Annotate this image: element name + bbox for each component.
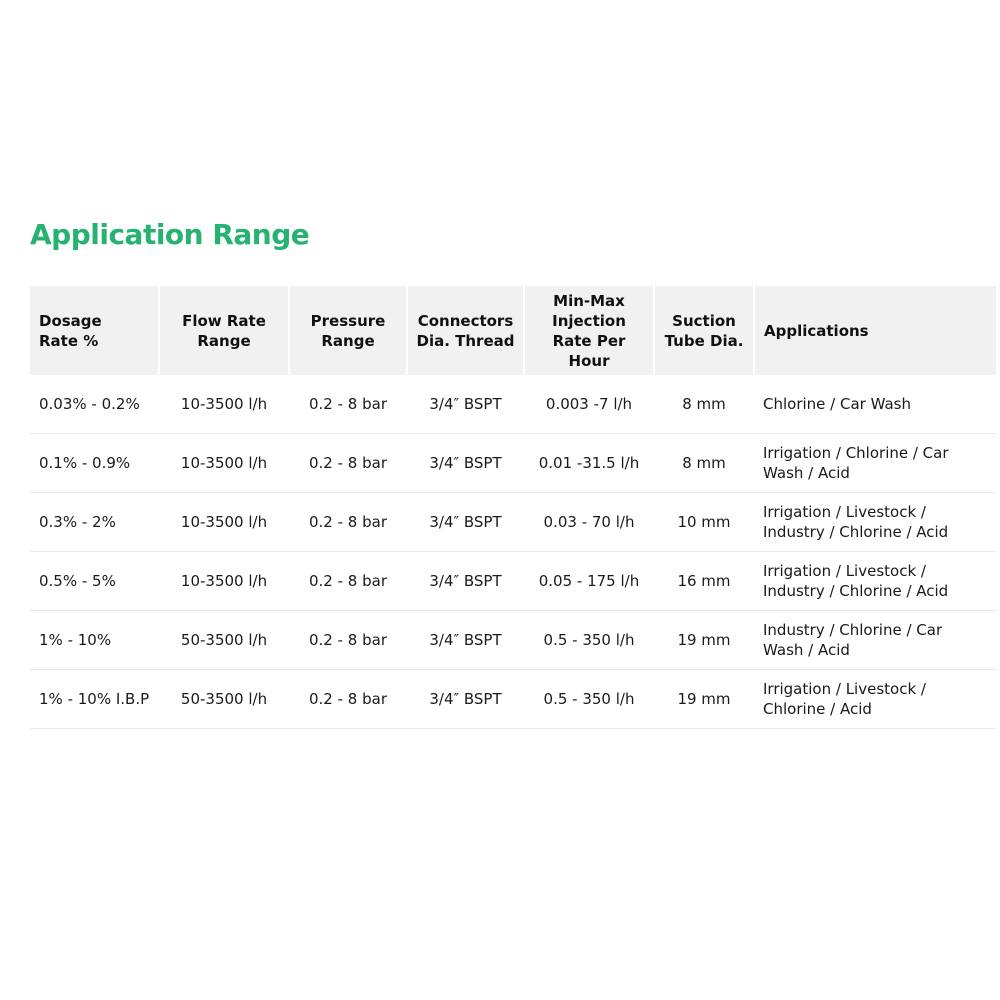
table-row — [30, 670, 996, 729]
header-flow-rate-range: Flow Rate Range — [159, 286, 289, 375]
cell-applications: Chlorine / Car Wash — [754, 375, 996, 434]
cell-injection-rate: 0.5 - 350 l/h — [524, 670, 654, 729]
cell-pressure: 0.2 - 8 bar — [289, 434, 407, 493]
application-range-table — [30, 286, 996, 729]
cell-connector: 3/4″ BSPT — [407, 670, 524, 729]
cell-connector: 3/4″ BSPT — [407, 611, 524, 670]
cell-suction-dia: 10 mm — [654, 493, 754, 552]
cell-connector: 3/4″ BSPT — [407, 552, 524, 611]
cell-suction-dia: 8 mm — [654, 434, 754, 493]
table-row — [30, 552, 996, 611]
cell-flow-rate: 10-3500 l/h — [159, 375, 289, 434]
table-row — [30, 375, 996, 434]
cell-connector: 3/4″ BSPT — [407, 434, 524, 493]
cell-injection-rate: 0.03 - 70 l/h — [524, 493, 654, 552]
cell-pressure: 0.2 - 8 bar — [289, 670, 407, 729]
cell-dosage: 0.1% - 0.9% — [30, 434, 159, 493]
cell-applications: Irrigation / Livestock / Chlorine / Acid — [754, 670, 996, 729]
header-connectors-dia-thread: Connectors Dia. Thread — [407, 286, 524, 375]
cell-applications: Irrigation / Chlorine / Car Wash / Acid — [754, 434, 996, 493]
cell-dosage: 0.03% - 0.2% — [30, 375, 159, 434]
cell-suction-dia: 8 mm — [654, 375, 754, 434]
cell-injection-rate: 0.003 -7 l/h — [524, 375, 654, 434]
header-pressure-range: Pressure Range — [289, 286, 407, 375]
cell-applications: Industry / Chlorine / Car Wash / Acid — [754, 611, 996, 670]
cell-flow-rate: 50-3500 l/h — [159, 670, 289, 729]
cell-injection-rate: 0.05 - 175 l/h — [524, 552, 654, 611]
table-row — [30, 434, 996, 493]
cell-pressure: 0.2 - 8 bar — [289, 611, 407, 670]
cell-flow-rate: 10-3500 l/h — [159, 552, 289, 611]
cell-dosage: 1% - 10% I.B.P — [30, 670, 159, 729]
cell-applications: Irrigation / Livestock / Industry / Chlorine / Acid — [754, 493, 996, 552]
cell-injection-rate: 0.01 -31.5 l/h — [524, 434, 654, 493]
header-injection-rate: Min-Max Injection Rate Per Hour — [524, 286, 654, 375]
cell-suction-dia: 19 mm — [654, 670, 754, 729]
cell-suction-dia: 16 mm — [654, 552, 754, 611]
cell-suction-dia: 19 mm — [654, 611, 754, 670]
cell-pressure: 0.2 - 8 bar — [289, 493, 407, 552]
header-suction-tube-dia: Suction Tube Dia. — [654, 286, 754, 375]
cell-pressure: 0.2 - 8 bar — [289, 552, 407, 611]
cell-dosage: 0.5% - 5% — [30, 552, 159, 611]
cell-flow-rate: 10-3500 l/h — [159, 493, 289, 552]
page-title: Application Range — [30, 218, 310, 251]
cell-dosage: 0.3% - 2% — [30, 493, 159, 552]
cell-injection-rate: 0.5 - 350 l/h — [524, 611, 654, 670]
cell-flow-rate: 10-3500 l/h — [159, 434, 289, 493]
table-row — [30, 611, 996, 670]
cell-applications: Irrigation / Livestock / Industry / Chlorine / Acid — [754, 552, 996, 611]
header-applications: Applications — [754, 286, 996, 375]
cell-flow-rate: 50-3500 l/h — [159, 611, 289, 670]
cell-connector: 3/4″ BSPT — [407, 493, 524, 552]
table-header-row — [30, 286, 996, 375]
cell-connector: 3/4″ BSPT — [407, 375, 524, 434]
cell-pressure: 0.2 - 8 bar — [289, 375, 407, 434]
table-row — [30, 493, 996, 552]
header-dosage-rate: Dosage Rate % — [30, 286, 159, 375]
cell-dosage: 1% - 10% — [30, 611, 159, 670]
